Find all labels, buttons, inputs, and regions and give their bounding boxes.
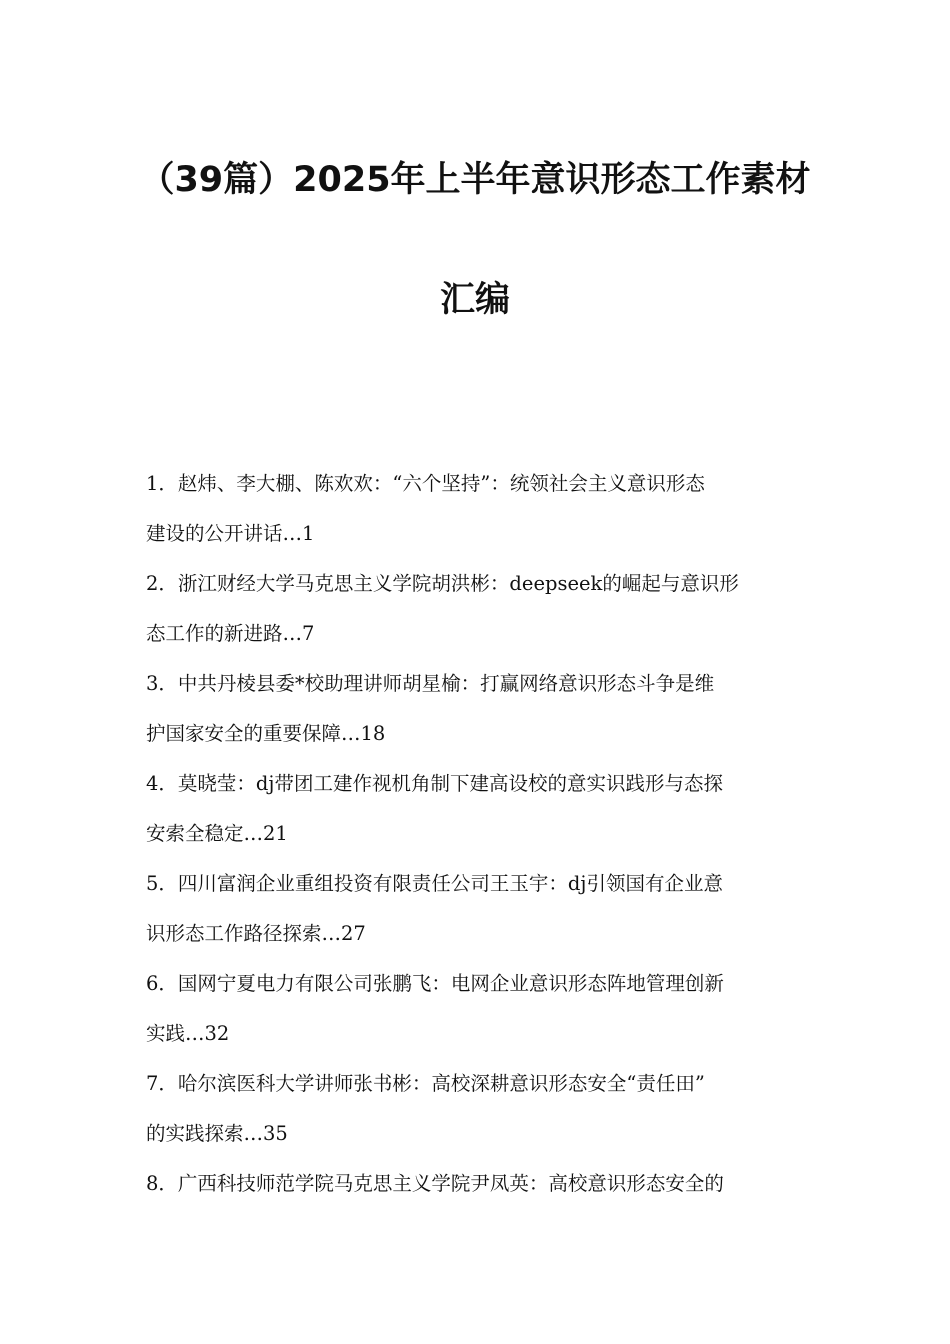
toc-item-number: 6． xyxy=(146,972,178,995)
toc-item-number: 4． xyxy=(146,772,178,795)
toc-item-text-line-2: 态工作的新进路…7 xyxy=(146,622,315,645)
toc-item-6 xyxy=(146,959,810,1059)
table-of-contents xyxy=(146,459,810,1209)
toc-item-number: 2． xyxy=(146,572,178,595)
toc-item-text-line-2: 护国家安全的重要保障…18 xyxy=(146,722,386,745)
toc-item-text-line-2: 建设的公开讲话…1 xyxy=(146,522,315,545)
toc-item-text-line-1: 广西科技师范学院马克思主义学院尹凤英：高校意识形态安全的 xyxy=(177,1172,724,1195)
toc-item-number: 1． xyxy=(146,472,178,495)
toc-item-text-line-1: 哈尔滨医科大学讲师张书彬：高校深耕意识形态安全“责任田” xyxy=(177,1072,705,1095)
toc-item-4 xyxy=(146,759,810,859)
toc-item-3 xyxy=(146,659,810,759)
toc-item-text-line-1: 莫晓莹：dj带团工建作视机角制下建高设校的意实识践形与态探 xyxy=(177,772,723,795)
toc-item-text-line-1: 四川富润企业重组投资有限责任公司王玉宇：dj引领国有企业意 xyxy=(177,872,723,895)
toc-item-text-line-2: 的实践探索…35 xyxy=(146,1122,288,1145)
toc-item-7 xyxy=(146,1059,810,1159)
toc-item-text-line-1: 赵炜、李大棚、陈欢欢：“六个坚持”：统领社会主义意识形态 xyxy=(177,472,705,495)
toc-item-text-line-2: 安索全稳定…21 xyxy=(146,822,288,845)
toc-item-8 xyxy=(146,1159,810,1209)
toc-item-number: 3． xyxy=(146,672,178,695)
toc-item-text-line-1: 浙江财经大学马克思主义学院胡洪彬：deepseek的崛起与意识形 xyxy=(177,572,739,595)
document-title-line-2: 汇编 xyxy=(439,280,510,320)
toc-item-text-line-2: 实践…32 xyxy=(146,1022,230,1045)
toc-item-text-line-1: 国网宁夏电力有限公司张鹏飞：电网企业意识形态阵地管理创新 xyxy=(177,972,724,995)
toc-item-1 xyxy=(146,459,810,559)
toc-item-5 xyxy=(146,859,810,959)
toc-item-text-line-1: 中共丹棱县委*校助理讲师胡星榆：打赢网络意识形态斗争是维 xyxy=(177,672,715,695)
toc-item-2 xyxy=(146,559,810,659)
toc-item-text-line-2: 识形态工作路径探索…27 xyxy=(146,922,366,945)
document-title-line-1: （39篇）2025年上半年意识形态工作素材 xyxy=(139,160,811,200)
toc-item-number: 5． xyxy=(146,872,178,895)
toc-item-number: 8． xyxy=(146,1172,178,1195)
toc-item-number: 7． xyxy=(146,1072,178,1095)
